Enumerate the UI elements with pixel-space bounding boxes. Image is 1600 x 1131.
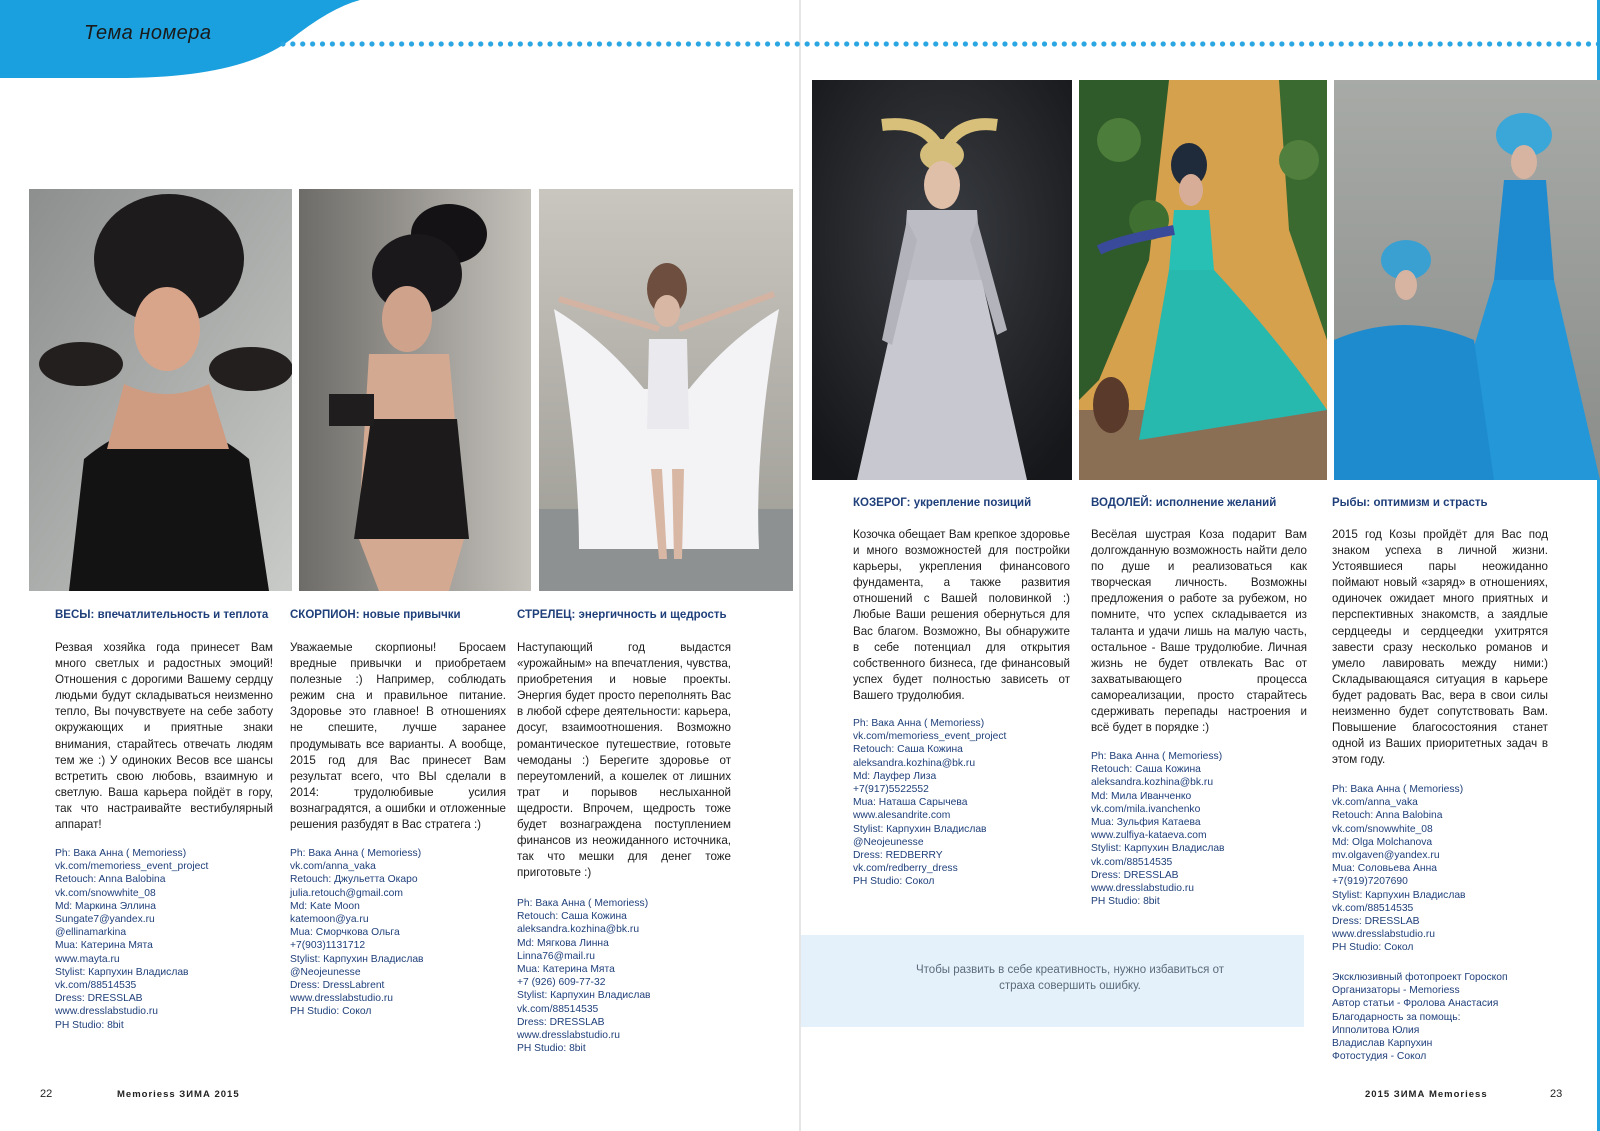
vodoley-heading: ВОДОЛЕЙ: исполнение желаний — [1091, 497, 1277, 509]
vesy-body: Резвая хозяйка года принесет Вам много светлых и радостных эмоций! Отношения с дорогими Вашему сердцу людьми будут складываться неизменно тепло, Вы почувствуете на себе заботу окружающих и приятные знаки внимания, старайтесь отвечать людям тем же :) У одиноких Весов все шансы встретить свою любовь, взаимную и светлую. Ваша карьера пойдёт в гору, так что настраивайте вестибулярный аппарат! — [55, 641, 273, 832]
vodoley-body: Весёлая шустрая Коза подарит Вам долгожданную возможность найти дело по душе и реализоваться как творческая личность. Возможны предложения о работе за рубежом, но помните, что успех складывается из таланта и удачи лишь на малую часть, остальное - Ваше трудолюбие. Личная жизнь не будет отвлекать Вас от захватывающего процесса самореализации, просто старайтесь сдерживать перепады настроения и всё будет в порядке :) — [1091, 528, 1307, 735]
two-women-in-blue-gowns-photo — [1334, 80, 1600, 480]
strelets-credits: Ph: Вака Анна ( Memoriess) Retouch: Саша Кожина aleksandra.kozhina@bk.ru Md: Мягкова Линна Linna76@mail.ru Mua: Катерина Мята +7 (926) 609-77-32 Stylist: Карпухин Владислав vk.com/88514535 Dress: DRESSLAB www.dresslabstudio.ru PH Studio: 8bit — [517, 898, 651, 1055]
kozerog-heading: КОЗЕРОГ: укрепление позиций — [853, 497, 1032, 509]
project-info: Эксклюзивный фотопроект Гороскоп Организаторы - Memoriess Автор статьи - Фролова Анастасия Благодарность за помощь: Ипполитова Юлия Владислав Карпухин Фотостудия - Сокол — [1332, 972, 1508, 1063]
woman-with-hair-sculpture-photo — [29, 189, 292, 591]
kozerog-body: Козочка обещает Вам крепкое здоровье и много возможностей для постройки карьеры, укрепления финансового фундамента, а также развития отношений с Вашей половинкой :) Любые Ваши решения обернуться для Вас благом. Возможно, Вы обнаружите в себе потенциал для открытия собственного бизнеса, где финансовый успех будет полностью зависеть от Вашего трудолюбия. — [853, 528, 1070, 702]
woman-in-black-leather-photo — [299, 189, 531, 591]
ryby-credits: Ph: Вака Анна ( Memoriess) vk.com/anna_vaka Retouch: Anna Balobina vk.com/snowwhite_08 Md: Olga Molchanova mv.olgaven@yandex.ru Mua: Соловьева Анна +7(919)7207690 Stylist: Карпухин Владислав vk.com/88514535 Dress: DRESSLAB www.dresslabstudio.ru PH Studio: Сокол — [1332, 784, 1466, 954]
right-magazine-label: 2015 ЗИМА Memoriess — [1365, 1089, 1488, 1100]
left-magazine-label: Memoriess ЗИМА 2015 — [117, 1089, 240, 1100]
woman-in-turquoise-dress-photo — [1079, 80, 1327, 480]
left-page-number: 22 — [40, 1088, 53, 1100]
section-title: Тема номера — [84, 22, 212, 44]
dotted-divider — [278, 41, 1600, 47]
right-page-number: 23 — [1550, 1088, 1563, 1100]
skorpion-credits: Ph: Вака Анна ( Memoriess) vk.com/anna_vaka Retouch: Джульетта Окаро julia.retouch@gmail.com Md: Kate Moon katemoon@ya.ru Mua: Сморчкова Ольга +7(903)1131712 Stylist: Карпухин Владислав @Neojeunesse Dress: DressLabrent www.dresslabstudio.ru PH Studio: Сокол — [290, 848, 424, 1018]
skorpion-body: Уважаемые скорпионы! Бросаем вредные привычки и приобретаем полезные :) Например, соблюдать режим сна и правильное питание. Здоровье это главное! В отношениях не спешите, лучше заранее продумывать все варианты. А вообще, 2015 год для Вас принесет Вам результат всего, что ВЫ сделали в 2014: трудолюбивые усилия вознаградятся, а ошибки и отложенные решения разбудят в Вас стратега :) — [290, 641, 506, 832]
kozerog-credits: Ph: Вака Анна ( Memoriess) vk.com/memoriess_event_project Retouch: Саша Кожина aleksandra.kozhina@bk.ru Md: Лауфер Лиза +7(917)5522552 Mua: Наташа Сарычева www.alesandrite.com Stylist: Карпухин Владислав @Neojeunesse Dress: REDBERRY vk.com/redberry_dress PH Studio: Сокол — [853, 718, 1007, 888]
skorpion-heading: СКОРПИОН: новые привычки — [290, 609, 461, 621]
vesy-heading: ВЕСЫ: впечатлительность и теплота — [55, 609, 269, 621]
woman-in-white-gown-photo — [539, 189, 793, 591]
ryby-heading: Рыбы: оптимизм и страсть — [1332, 497, 1488, 509]
vodoley-credits: Ph: Вака Анна ( Memoriess) Retouch: Саша Кожина aleksandra.kozhina@bk.ru Md: Мила Иванченко vk.com/mila.ivanchenko Mua: Зульфия Катаева www.zulfiya-kataeva.com Stylist: Карпухин Владислав vk.com/88514535 Dress: DRESSLAB www.dresslabstudio.ru PH Studio: 8bit — [1091, 751, 1225, 908]
strelets-heading: СТРЕЛЕЦ: энергичность и щедрость — [517, 609, 727, 621]
vesy-credits: Ph: Вака Анна ( Memoriess) vk.com/memoriess_event_project Retouch: Anna Balobina vk.com/snowwhite_08 Md: Маркина Эллина Sungate7@yandex.ru @ellinamarkina Mua: Катерина Мята www.mayta.ru Stylist: Карпухин Владислав vk.com/88514535 Dress: DRESSLAB www.dresslabstudio.ru PH Studio: 8bit — [55, 848, 209, 1031]
ryby-body: 2015 год Козы пройдёт для Вас под знаком успеха в личной жизни. Устоявшиеся пары неожиданно поймают новый «заряд» в отношениях, одиночек ожидает много приятных и перспективных знакомств, а заядлые сердцееды и сердцеедки ухитрятся завести сразу несколько романов и умело лавировать между ними:) Складывающаяся ситуация в карьере будет радовать Вас, вера в свои силы неизменно будет сопутствовать Вам. Повышение благосостояния станет одной из Ваших приоритетных задач в этом году. — [1332, 528, 1548, 767]
quote-text: Чтобы развить в себе креативность, нужно избавиться от страха совершить ошибку. — [916, 964, 1224, 992]
woman-with-horn-hairstyle-photo — [812, 80, 1072, 480]
strelets-body: Наступающий год выдастся «урожайным» на впечатления, чувства, приобретения и новые проекты. Энергия будет просто переполнять Вас в любой сфере деятельности: карьера, досуг, взаимоотношения. Возможно романтическое путешествие, готовьте чемоданы :) Берегите здоровье от переутомлений, а кошелек от лишних трат и порывов неслыханной щедрости. Впрочем, щедрость тоже будет вознаграждена поступлением финансов из неожиданного источника, так что мешки для денег тоже приготовьте :) — [517, 641, 731, 880]
